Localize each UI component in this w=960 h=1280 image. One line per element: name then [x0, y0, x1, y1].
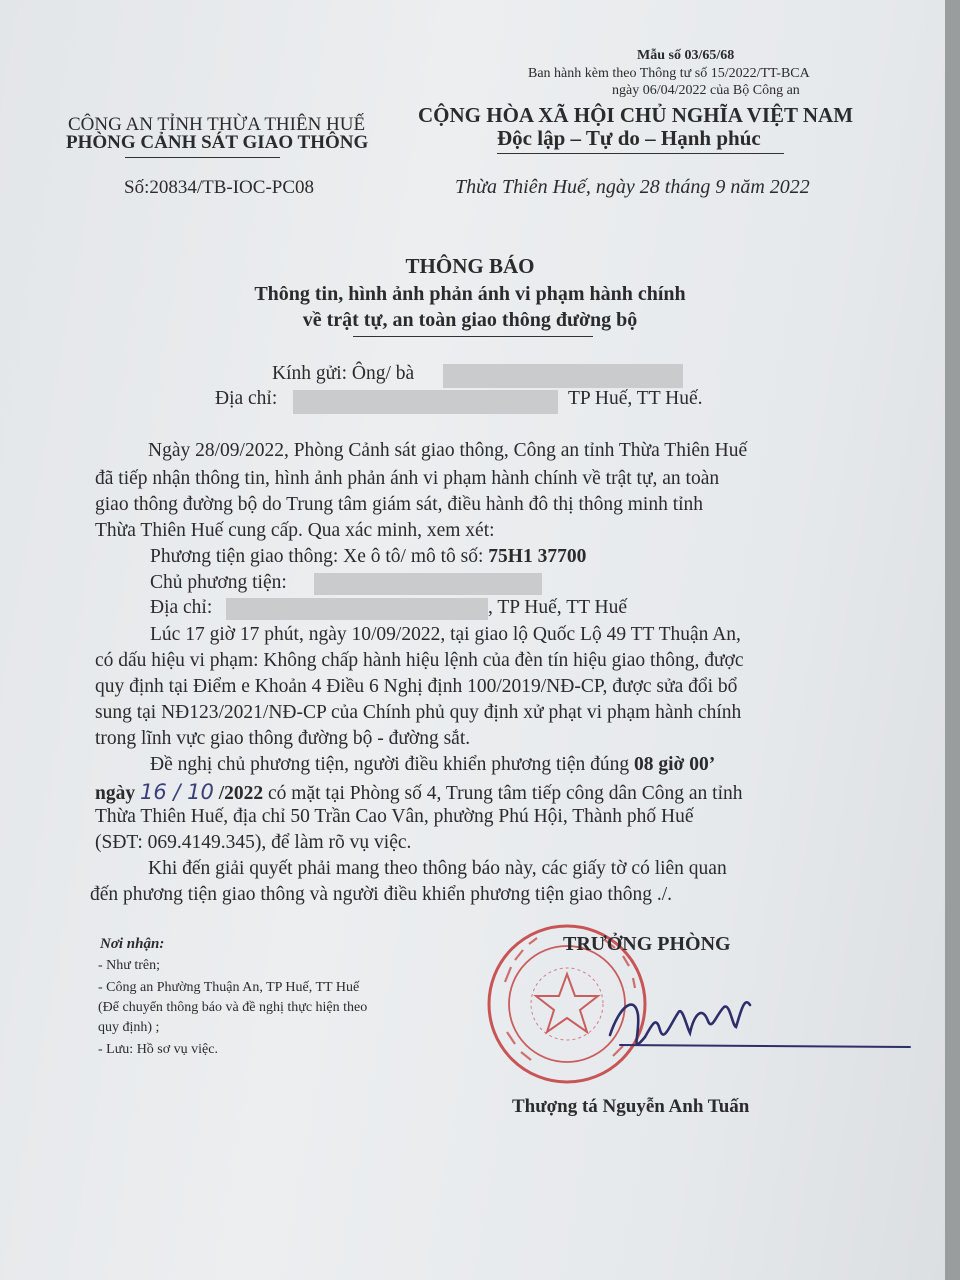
body-line: quy định tại Điểm e Khoản 4 Điều 6 Nghị định 100/2019/NĐ-CP, được sửa đổi bổ — [95, 676, 738, 697]
body-line: sung tại NĐ123/2021/NĐ-CP của Chính phủ quy định xử phạt vi phạm hành chính — [95, 702, 742, 723]
page-edge — [945, 0, 960, 1280]
document-subtitle-line2: về trật tự, an toàn giao thông đường bộ — [302, 309, 638, 331]
form-issued-date: ngày 06/04/2022 của Bộ Công an — [612, 83, 800, 98]
request-text: Đề nghị chủ phương tiện, người điều khiển phương tiện đúng — [150, 754, 634, 775]
recipient-item: (Để chuyển thông báo và đề nghị thực hiện theo — [98, 1000, 368, 1015]
motto-underline — [497, 153, 784, 154]
document-title: THÔNG BÁO — [405, 254, 535, 278]
redacted-owner — [314, 573, 542, 595]
body-line: đến phương tiện giao thông và người điều khiển phương tiện giao thông ./. — [90, 884, 673, 905]
body-line: có dấu hiệu vi phạm: Không chấp hành hiệu lệnh của đèn tín hiệu giao thông, được — [95, 650, 744, 671]
body-line: đã tiếp nhận thông tin, hình ảnh phản ánh vi phạm hành chính về trật tự, an toàn — [95, 468, 720, 489]
body-line — [150, 754, 715, 776]
owner-label: Chủ phương tiện: — [150, 572, 287, 593]
body-line: Thừa Thiên Huế cung cấp. Qua xác minh, xem xét: — [95, 520, 495, 541]
vehicle-line — [150, 546, 586, 568]
body-line — [95, 780, 743, 805]
vehicle-plate: 75H1 37700 — [488, 546, 587, 567]
day-label: ngày — [95, 783, 136, 804]
signatory-name: Thượng tá Nguyễn Anh Tuấn — [512, 1096, 750, 1117]
body-line: Ngày 28/09/2022, Phòng Cảnh sát giao thông, Công an tỉnh Thừa Thiên Huế — [148, 440, 748, 461]
signature-icon — [590, 975, 920, 1065]
agency-name: CÔNG AN TỈNH THỪA THIÊN HUẾ — [68, 114, 366, 135]
body-line: Lúc 17 giờ 17 phút, ngày 10/09/2022, tại giao lộ Quốc Lộ 49 TT Thuận An, — [150, 624, 741, 645]
document-subtitle-line1: Thông tin, hình ảnh phản ánh vi phạm hành chính — [254, 283, 686, 305]
body-line: trong lĩnh vực giao thông đường bộ - đường sắt. — [95, 728, 471, 749]
department-name: PHÒNG CẢNH SÁT GIAO THÔNG — [66, 132, 369, 153]
recipient-item: - Như trên; — [98, 958, 161, 973]
appointment-time: 08 giờ 00’ — [634, 754, 716, 775]
appointment-place: có mặt tại Phòng số 4, Trung tâm tiếp công dân Công an tỉnh — [263, 783, 743, 804]
nation-name: CỘNG HÒA XÃ HỘI CHỦ NGHĨA VIỆT NAM — [418, 103, 854, 127]
nation-motto: Độc lập – Tự do – Hạnh phúc — [497, 126, 761, 150]
place-date: Thừa Thiên Huế, ngày 28 tháng 9 năm 2022 — [455, 176, 810, 198]
addressee-label: Kính gửi: Ông/ bà — [272, 363, 415, 384]
address-city: TP Huế, TT Huế. — [568, 388, 703, 409]
form-number: Mẫu số 03/65/68 — [637, 48, 735, 63]
redacted-address — [293, 390, 558, 414]
document-number: Số:20834/TB-IOC-PC08 — [124, 177, 315, 198]
vehicle-label: Phương tiện giao thông: Xe ô tô/ mô tô số: — [150, 546, 489, 567]
handwritten-day: 16 / 10 — [139, 780, 214, 804]
department-underline — [125, 157, 280, 158]
owner-address-city: , TP Huế, TT Huế — [488, 597, 628, 618]
body-line: (SĐT: 069.4149.345), để làm rõ vụ việc. — [95, 832, 412, 853]
body-line: Khi đến giải quyết phải mang theo thông báo này, các giấy tờ có liên quan — [148, 858, 727, 879]
address-label: Địa chỉ: — [215, 388, 278, 409]
appointment-year: /2022 — [218, 783, 264, 804]
redacted-owner-address — [226, 598, 488, 620]
signatory-title: TRƯỞNG PHÒNG — [563, 933, 731, 955]
body-line: Thừa Thiên Huế, địa chỉ 50 Trần Cao Vân, phường Phú Hội, Thành phố Huế — [95, 806, 694, 827]
recipient-item: - Lưu: Hồ sơ vụ việc. — [98, 1042, 218, 1057]
recipients-title: Nơi nhận: — [100, 936, 165, 952]
owner-address-label: Địa chỉ: — [150, 597, 213, 618]
form-issued-with: Ban hành kèm theo Thông tư số 15/2022/TT-BCA — [528, 66, 810, 81]
body-line: giao thông đường bộ do Trung tâm giám sát, điều hành đô thị thông minh tỉnh — [95, 494, 704, 515]
title-underline — [353, 336, 593, 337]
recipient-item: - Công an Phường Thuận An, TP Huế, TT Huế — [98, 980, 360, 995]
recipient-item: quy định) ; — [98, 1020, 160, 1035]
redacted-name — [443, 364, 683, 388]
